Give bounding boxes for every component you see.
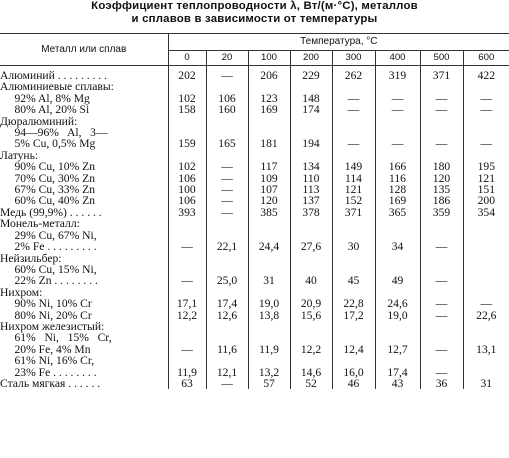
value-cell: — [375,104,420,115]
value-cell [375,321,420,332]
value-cell: 102 [168,93,206,104]
value-cell: 12,2 [290,344,332,355]
value-cell: — [168,241,206,252]
metal-name-cell: 60% Cu, 15% Ni, [0,262,97,276]
value-cell: 169 [248,104,290,115]
value-cell: — [375,138,420,149]
value-cell: 128 [375,184,420,195]
value-cell [206,253,248,264]
value-cell: 200 [463,195,509,206]
table-row [0,355,509,366]
metal-name-cell: 61% Ni, 15% Cr, [0,331,112,345]
temperature-column-header: 0 [168,51,206,66]
table-row [0,138,509,149]
value-cell: 110 [290,173,332,184]
value-cell: 181 [248,138,290,149]
value-cell [248,218,290,229]
value-cell: 63 [168,378,206,389]
value-cell [332,116,375,127]
table-body [0,66,509,390]
metal-name-cell: 90% Ni, 10% Cr [0,297,92,311]
table-row [0,218,509,229]
value-cell: 229 [290,70,332,81]
value-cell: — [420,93,463,104]
value-cell [206,321,248,332]
temperature-header: Температура, °С [168,34,509,51]
value-cell: 17,1 [168,298,206,309]
value-cell: 16,0 [332,367,375,378]
value-cell [206,355,248,366]
value-cell: — [420,310,463,321]
temperature-column-header: 300 [332,51,375,66]
value-cell: 30 [332,241,375,252]
value-cell [420,116,463,127]
value-cell: — [332,93,375,104]
value-cell [463,355,509,366]
value-cell: 385 [248,207,290,218]
table-row [0,298,509,309]
value-cell [290,355,332,366]
value-cell: 174 [290,104,332,115]
value-cell: 11,9 [168,367,206,378]
value-cell: 113 [290,184,332,195]
metal-name-cell: Алюминиевые сплавы: [0,80,114,94]
value-cell: — [463,298,509,309]
value-cell: — [206,378,248,389]
value-cell: 40 [290,275,332,286]
value-cell [420,355,463,366]
value-cell: 11,6 [206,344,248,355]
value-cell: 15,6 [290,310,332,321]
value-cell: 102 [168,161,206,172]
value-cell: 365 [375,207,420,218]
value-cell [168,321,206,332]
value-cell: — [168,344,206,355]
value-cell: — [332,138,375,149]
value-cell [463,253,509,264]
value-cell: 14,6 [290,367,332,378]
value-cell: 22,8 [332,298,375,309]
caption-line-2: и сплавов в зависимости от температуры [131,13,378,25]
value-cell: 100 [168,184,206,195]
value-cell [463,275,509,286]
metal-name-cell: 2% Fe . . . . . . . . . [0,240,97,254]
value-cell: 106 [168,195,206,206]
value-cell [206,116,248,127]
metal-name-cell: 94—96% Al, 3— [0,126,108,140]
value-cell: 160 [206,104,248,115]
value-cell [463,321,509,332]
value-cell: 422 [463,70,509,81]
value-cell: 169 [375,195,420,206]
value-cell: 13,8 [248,310,290,321]
value-cell: — [463,104,509,115]
value-cell: 36 [420,378,463,389]
value-cell [168,253,206,264]
value-cell: 117 [248,161,290,172]
value-cell: — [420,344,463,355]
value-cell: 158 [168,104,206,115]
temperature-column-header: 200 [290,51,332,66]
value-cell: 109 [248,173,290,184]
value-cell: — [168,275,206,286]
value-cell: 24,6 [375,298,420,309]
value-cell: 151 [463,184,509,195]
value-cell: 12,1 [206,367,248,378]
value-cell [290,253,332,264]
metal-name-cell: 70% Cu, 30% Zn [0,171,95,185]
value-cell: 378 [290,207,332,218]
value-cell: 120 [420,173,463,184]
value-cell: 165 [206,138,248,149]
caption-line-1: Коэффициент теплопроводности λ, Вт/(м·°С), металлов [91,0,418,12]
value-cell: 46 [332,378,375,389]
temperature-column-header: 100 [248,51,290,66]
value-cell: 11,9 [248,344,290,355]
metal-name-cell: Медь (99,9%) . . . . . . [0,205,102,219]
metal-name-cell: 23% Fe . . . . . . . . [0,365,97,379]
value-cell: 27,6 [290,241,332,252]
value-cell: 106 [206,93,248,104]
metal-name-cell: 80% Ni, 20% Cr [0,308,92,322]
value-cell: — [420,367,463,378]
value-cell: 121 [332,184,375,195]
metal-name-cell: Нейзильбер: [0,251,62,265]
value-cell: — [206,161,248,172]
value-cell: 359 [420,207,463,218]
value-cell: — [206,70,248,81]
metal-name-cell: 60% Cu, 40% Zn [0,194,95,208]
value-cell: — [463,138,509,149]
value-cell: 206 [248,70,290,81]
table-row [0,378,509,389]
value-cell: 12,6 [206,310,248,321]
value-cell: 31 [463,378,509,389]
value-cell [332,253,375,264]
value-cell [375,218,420,229]
metal-name-cell: Монель-металл: [0,217,80,231]
metal-name-cell: Латунь: [0,148,39,162]
value-cell: 106 [168,173,206,184]
value-cell [463,264,509,275]
value-cell: — [206,207,248,218]
metal-name-cell: Нихром: [0,285,43,299]
value-cell: 371 [332,207,375,218]
value-cell: 49 [375,275,420,286]
value-cell: — [332,104,375,115]
value-cell [463,241,509,252]
value-cell: 17,4 [375,367,420,378]
value-cell: 120 [248,195,290,206]
value-cell: 13,2 [248,367,290,378]
table-row [0,104,509,115]
metal-name-cell: 92% Al, 8% Mg [0,91,90,105]
value-cell: 393 [168,207,206,218]
value-cell [248,321,290,332]
value-cell: 186 [420,195,463,206]
metal-column-header: Металл или сплав [0,34,168,66]
value-cell: 43 [375,378,420,389]
value-cell [332,321,375,332]
table-caption [0,0,509,26]
value-cell: 149 [332,161,375,172]
value-cell: 25,0 [206,275,248,286]
value-cell [375,116,420,127]
value-cell [248,355,290,366]
value-cell [463,230,509,241]
value-cell [248,253,290,264]
value-cell: 159 [168,138,206,149]
value-cell: 137 [290,195,332,206]
value-cell: 34 [375,241,420,252]
temperature-column-header: 20 [206,51,248,66]
value-cell: — [420,275,463,286]
value-cell [420,321,463,332]
conductivity-table [0,33,509,389]
value-cell: 19,0 [375,310,420,321]
value-cell: 195 [463,161,509,172]
value-cell: 12,4 [332,344,375,355]
metal-name-cell: Дюралюминий: [0,114,78,128]
value-cell: 17,4 [206,298,248,309]
value-cell [290,116,332,127]
metal-name-cell: 90% Cu, 10% Zn [0,160,95,174]
value-cell: 262 [332,70,375,81]
value-cell [168,218,206,229]
value-cell: — [420,104,463,115]
value-cell: 45 [332,275,375,286]
value-cell: 19,0 [248,298,290,309]
value-cell: 135 [420,184,463,195]
value-cell: 20,9 [290,298,332,309]
value-cell [168,355,206,366]
value-cell [248,116,290,127]
value-cell [420,218,463,229]
value-cell [168,116,206,127]
metal-name-cell: 61% Ni, 16% Cr, [0,354,95,368]
value-cell: — [420,138,463,149]
metal-name-cell: 20% Fe, 4% Mn [0,342,91,356]
value-cell [463,116,509,127]
value-cell: 114 [332,173,375,184]
value-cell: 107 [248,184,290,195]
value-cell: 134 [290,161,332,172]
value-cell: 319 [375,70,420,81]
value-cell: 24,4 [248,241,290,252]
value-cell: — [206,195,248,206]
value-cell: 121 [463,173,509,184]
value-cell: 166 [375,161,420,172]
value-cell: 148 [290,93,332,104]
value-cell [375,355,420,366]
metal-name-cell: Нихром железистый: [0,319,105,333]
value-cell: 202 [168,70,206,81]
value-cell: — [463,93,509,104]
metal-name-cell: Сталь мягкая . . . . . . [0,376,101,390]
value-cell: — [375,93,420,104]
metal-name-cell: 29% Cu, 67% Ni, [0,228,97,242]
value-cell: 17,2 [332,310,375,321]
value-cell: 152 [332,195,375,206]
value-cell: 12,7 [375,344,420,355]
value-cell: — [206,184,248,195]
value-cell: 22,6 [463,310,509,321]
value-cell [206,218,248,229]
value-cell [290,321,332,332]
value-cell: 123 [248,93,290,104]
value-cell: — [420,298,463,309]
metal-name-cell: 67% Cu, 33% Zn [0,183,95,197]
value-cell [332,218,375,229]
value-cell: 31 [248,275,290,286]
value-cell: 354 [463,207,509,218]
value-cell: — [206,173,248,184]
value-cell [420,253,463,264]
value-cell [332,355,375,366]
value-cell: 371 [420,70,463,81]
table-row [0,161,509,172]
metal-name-cell: Алюминий . . . . . . . . . [0,69,107,82]
metal-name-cell: 5% Cu, 0,5% Mg [0,137,96,151]
metal-name-cell: 22% Zn . . . . . . . . [0,274,98,288]
value-cell: 194 [290,138,332,149]
temperature-column-header: 500 [420,51,463,66]
temperature-column-header: 400 [375,51,420,66]
value-cell: 180 [420,161,463,172]
value-cell: 52 [290,378,332,389]
value-cell: 12,2 [168,310,206,321]
value-cell: 116 [375,173,420,184]
value-cell: 13,1 [463,344,509,355]
table-row [0,275,509,286]
value-cell: 22,1 [206,241,248,252]
value-cell [290,218,332,229]
metal-name-cell: 80% Al, 20% Si [0,103,90,117]
value-cell [463,218,509,229]
value-cell: 57 [248,378,290,389]
value-cell [375,253,420,264]
value-cell: — [420,241,463,252]
temperature-column-header: 600 [463,51,509,66]
table-row [0,241,509,252]
